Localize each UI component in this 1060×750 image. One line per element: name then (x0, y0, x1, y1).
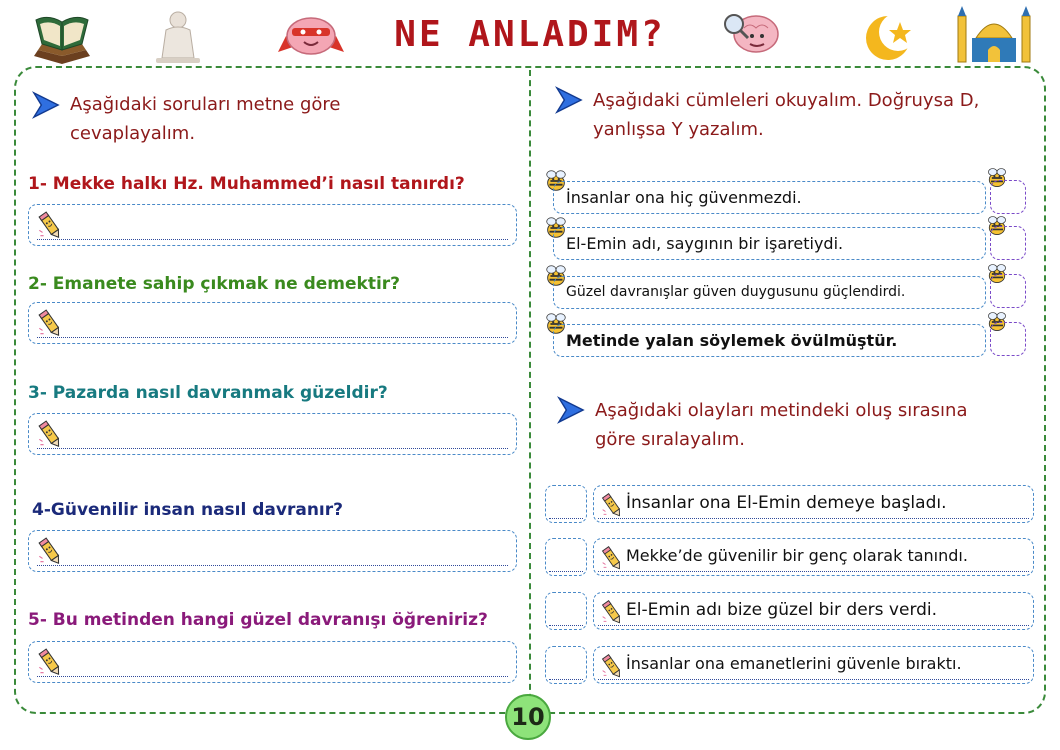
pencil-icon (600, 598, 624, 638)
order-number-box-1[interactable] (545, 485, 587, 523)
answer-line (37, 337, 508, 338)
order-number-box-3[interactable] (545, 592, 587, 630)
order-event-text: Mekke’de güvenilir bir genç olarak tanındı. (626, 546, 968, 565)
tf-statement-2: El-Emin adı, saygının bir işaretiydi. (553, 227, 986, 260)
arrow-icon (30, 91, 62, 123)
answer-line (549, 571, 583, 572)
column-divider (529, 70, 531, 710)
tf-statement-4: Metinde yalan söylemek övülmüştür. (553, 324, 986, 357)
tf-answer-box-1[interactable] (990, 180, 1026, 214)
order-instruction (595, 396, 967, 454)
page-title: NE ANLADIM? (394, 14, 666, 55)
answer-line (598, 679, 1029, 680)
page-number: 10 (505, 694, 551, 740)
brain-magnifier-icon (720, 8, 786, 68)
question-1: 1- Mekke halkı Hz. Muhammed’i nasıl tanırdı? (28, 174, 465, 194)
question-2: 2- Emanete sahip çıkmak ne demektir? (28, 274, 401, 294)
arrow-icon (553, 86, 585, 118)
answer-line (598, 625, 1029, 626)
answer-box-4[interactable] (28, 530, 517, 572)
tf-statement-1: İnsanlar ona hiç güvenmezdi. (553, 181, 986, 214)
order-number-box-2[interactable] (545, 538, 587, 576)
answer-line (37, 565, 508, 566)
answer-box-2[interactable] (28, 302, 517, 344)
question-5: 5- Bu metinden hangi güzel davranışı öğreniriz? (28, 610, 488, 630)
order-event-2 (593, 538, 1034, 576)
answer-line (549, 625, 583, 626)
arrow-icon (555, 396, 587, 428)
pencil-icon (600, 491, 624, 531)
order-instruction-line-1: Aşağıdaki olayları metindeki oluş sırasına (595, 400, 968, 421)
answer-line (549, 518, 583, 519)
answer-line (37, 676, 508, 677)
order-number-box-4[interactable] (545, 646, 587, 684)
order-event-text: İnsanlar ona El-Emin demeye başladı. (626, 493, 947, 513)
order-instruction-line-2: göre sıralayalım. (595, 429, 746, 450)
tf-instruction (593, 86, 979, 144)
question-4: 4-Güvenilir insan nasıl davranır? (32, 500, 343, 520)
tf-answer-box-2[interactable] (990, 226, 1026, 260)
tf-answer-box-4[interactable] (990, 322, 1026, 356)
tf-statement-3: Güzel davranışlar güven duygusunu güçlendirdi. (553, 276, 986, 309)
pencil-icon (600, 652, 624, 692)
order-event-text: İnsanlar ona emanetlerini güvenle bıraktı. (626, 654, 962, 673)
question-3: 3- Pazarda nasıl davranmak güzeldir? (28, 383, 388, 403)
answer-line (549, 679, 583, 680)
tf-instruction-line-1: Aşağıdaki cümleleri okuyalım. Doğruysa D, (593, 90, 980, 111)
answer-line (598, 518, 1029, 519)
pencil-icon (600, 544, 624, 584)
answer-line (37, 239, 508, 240)
tf-instruction-line-2: yanlışsa Y yazalım. (593, 119, 764, 140)
answer-box-1[interactable] (28, 204, 517, 246)
left-instruction-line-2: cevaplayalım. (70, 123, 196, 144)
crescent-star-icon (860, 8, 920, 68)
order-event-4 (593, 646, 1034, 684)
order-event-text: El-Emin adı bize güzel bir ders verdi. (626, 600, 938, 620)
tf-answer-box-3[interactable] (990, 274, 1026, 308)
answer-box-3[interactable] (28, 413, 517, 455)
order-event-3 (593, 592, 1034, 630)
order-event-1 (593, 485, 1034, 523)
answer-box-5[interactable] (28, 641, 517, 683)
mosque-icon (954, 2, 1034, 68)
answer-line (598, 571, 1029, 572)
answer-line (37, 448, 508, 449)
left-instruction (70, 90, 341, 148)
left-instruction-line-1: Aşağıdaki soruları metne göre (70, 94, 341, 115)
